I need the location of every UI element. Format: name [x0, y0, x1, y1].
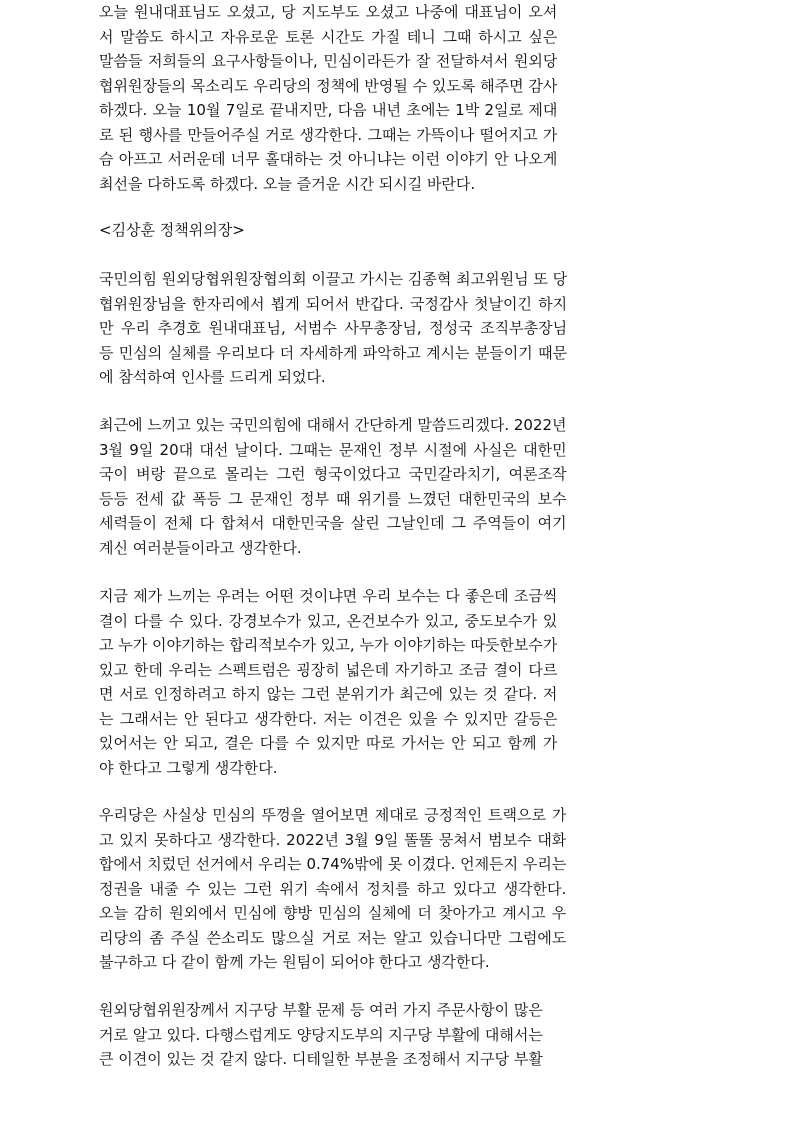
text-line: 정권을 내줄 수 있는 그런 위기 속에서 정치를 하고 있다고 생각한다. — [99, 879, 567, 898]
text-line: 등 민심의 실체를 우리보다 더 자세하게 파악하고 계시는 분들이기 때문 — [99, 343, 568, 362]
text-line: 국이 벼랑 끝으로 몰리는 그런 형국이었다고 국민갈라치기, 여론조작 — [99, 465, 567, 483]
text-line: 서 말씀도 하시고 자유로운 토론 시간도 가질 테니 그때 하시고 싶은 — [99, 27, 558, 46]
text-line: 협위원장들의 목소리도 우리당의 정책에 반영될 수 있도록 해주면 감사 — [99, 76, 558, 95]
district-party-paragraph — [99, 998, 543, 1072]
one-team-paragraph — [99, 803, 566, 975]
text-line: 거로 알고 있다. 다행스럽게도 양당지도부의 지구당 부활에 대해서는 — [99, 1025, 543, 1044]
text-line: 에 참석하여 인사를 드리게 되었다. — [99, 368, 326, 386]
text-line: 하겠다. 오늘 10월 7일로 끝내지만, 다음 내년 초에는 1박 2일로 제대 — [99, 101, 558, 119]
text-line: 고 누가 이야기하는 합리적보수가 있고, 누가 이야기하는 따듯한보수가 — [99, 636, 558, 654]
text-line: 리당의 좀 주실 쓴소리도 많으실 거로 저는 알고 있습니다만 그럼에도 — [99, 928, 567, 947]
text-line: 등등 전세 값 폭등 그 문재인 정부 때 위기를 느꼈던 대한민국의 보수 — [99, 489, 567, 508]
text-line: 말씀들 저희들의 요구사항들이나, 민심이라든가 잘 전달하셔서 원외당 — [99, 52, 558, 70]
text-line: 고 있지 못하다고 생각한다. 2022년 3월 9일 똘똘 뭉쳐서 범보수 대화 — [99, 830, 567, 849]
text-line: 만 우리 추경호 원내대표님, 서범수 사무총장님, 정성국 조직부총장님 — [99, 319, 568, 337]
text-line: 면 서로 인정하려고 하지 않는 그런 분위기가 최근에 있는 것 같다. 저 — [99, 685, 558, 703]
election-paragraph — [99, 413, 567, 560]
text-line: 오늘 감히 원외에서 민심에 향방 민심의 실체에 더 찾아가고 계시고 우 — [99, 904, 567, 922]
text-line: 합에서 치렀던 선거에서 우리는 0.74%밖에 못 이겼다. 언제든지 우리는 — [99, 855, 567, 873]
text-line: 로 된 행사를 만들어주실 거로 생각한다. 그때는 가뜩이나 떨어지고 가 — [99, 125, 558, 144]
text-line: 우리당은 사실상 민심의 뚜껑을 열어보면 제대로 긍정적인 트랙으로 가 — [99, 806, 567, 824]
greeting-paragraph — [99, 267, 567, 390]
speaker-heading — [99, 218, 245, 243]
text-line: 지금 제가 느끼는 우려는 어떤 것이냐면 우리 보수는 다 좋은데 조금씩 — [99, 587, 558, 605]
text-line: 있고 한데 우리는 스펙트럼은 굉장히 넓은데 자기하고 조금 결이 다르 — [99, 660, 558, 679]
text-line: 오늘 원내대표님도 오셨고, 당 지도부도 오셨고 나중에 대표님이 오셔 — [99, 3, 558, 21]
text-line: 큰 이견이 있는 것 같지 않다. 디테일한 부분을 조정해서 지구당 부활 — [99, 1050, 543, 1068]
text-line: 국민의힘 원외당협위원장협의회 이끌고 가시는 김종혁 최고위원님 또 당 — [99, 270, 568, 288]
speaker-heading-text: <김상훈 정책위의장> — [99, 221, 245, 239]
text-line: 협위원장님을 한자리에서 뵙게 되어서 반갑다. 국정감사 첫날이긴 하지 — [99, 294, 568, 313]
text-line: 야 한다고 그렇게 생각한다. — [99, 758, 278, 777]
text-line: 세력들이 전체 다 합쳐서 대한민국을 살린 그날인데 그 주역들이 여기 — [99, 514, 567, 532]
opening-remarks-paragraph — [99, 0, 557, 196]
text-line: 계신 여러분들이라고 생각한다. — [99, 538, 302, 557]
text-line: 원외당협위원장께서 지구당 부활 문제 등 여러 가지 주문사항이 많은 — [99, 1001, 543, 1019]
text-line: 있어서는 안 되고, 결은 다를 수 있지만 따로 가서는 안 되고 함께 가 — [99, 734, 558, 752]
text-line: 최선을 다하도록 하겠다. 오늘 즐거운 시간 되시길 바란다. — [99, 174, 476, 193]
text-line: 3월 9일 20대 대선 날이다. 그때는 문재인 정부 시절에 사실은 대한민 — [99, 440, 567, 459]
text-line: 결이 다를 수 있다. 강경보수가 있고, 온건보수가 있고, 중도보수가 있 — [99, 611, 558, 630]
text-line: 는 그래서는 안 된다고 생각한다. 저는 이견은 있을 수 있지만 갈등은 — [99, 709, 558, 728]
text-line: 불구하고 다 같이 함께 가는 원팀이 되어야 한다고 생각한다. — [99, 953, 490, 971]
conservative-spectrum-paragraph — [99, 584, 557, 780]
text-line: 최근에 느끼고 있는 국민의힘에 대해서 간단하게 말씀드리겠다. 2022년 — [99, 416, 567, 434]
text-line: 슴 아프고 서러운데 너무 홀대하는 것 아니냐는 이런 이야기 안 나오게 — [99, 150, 558, 168]
